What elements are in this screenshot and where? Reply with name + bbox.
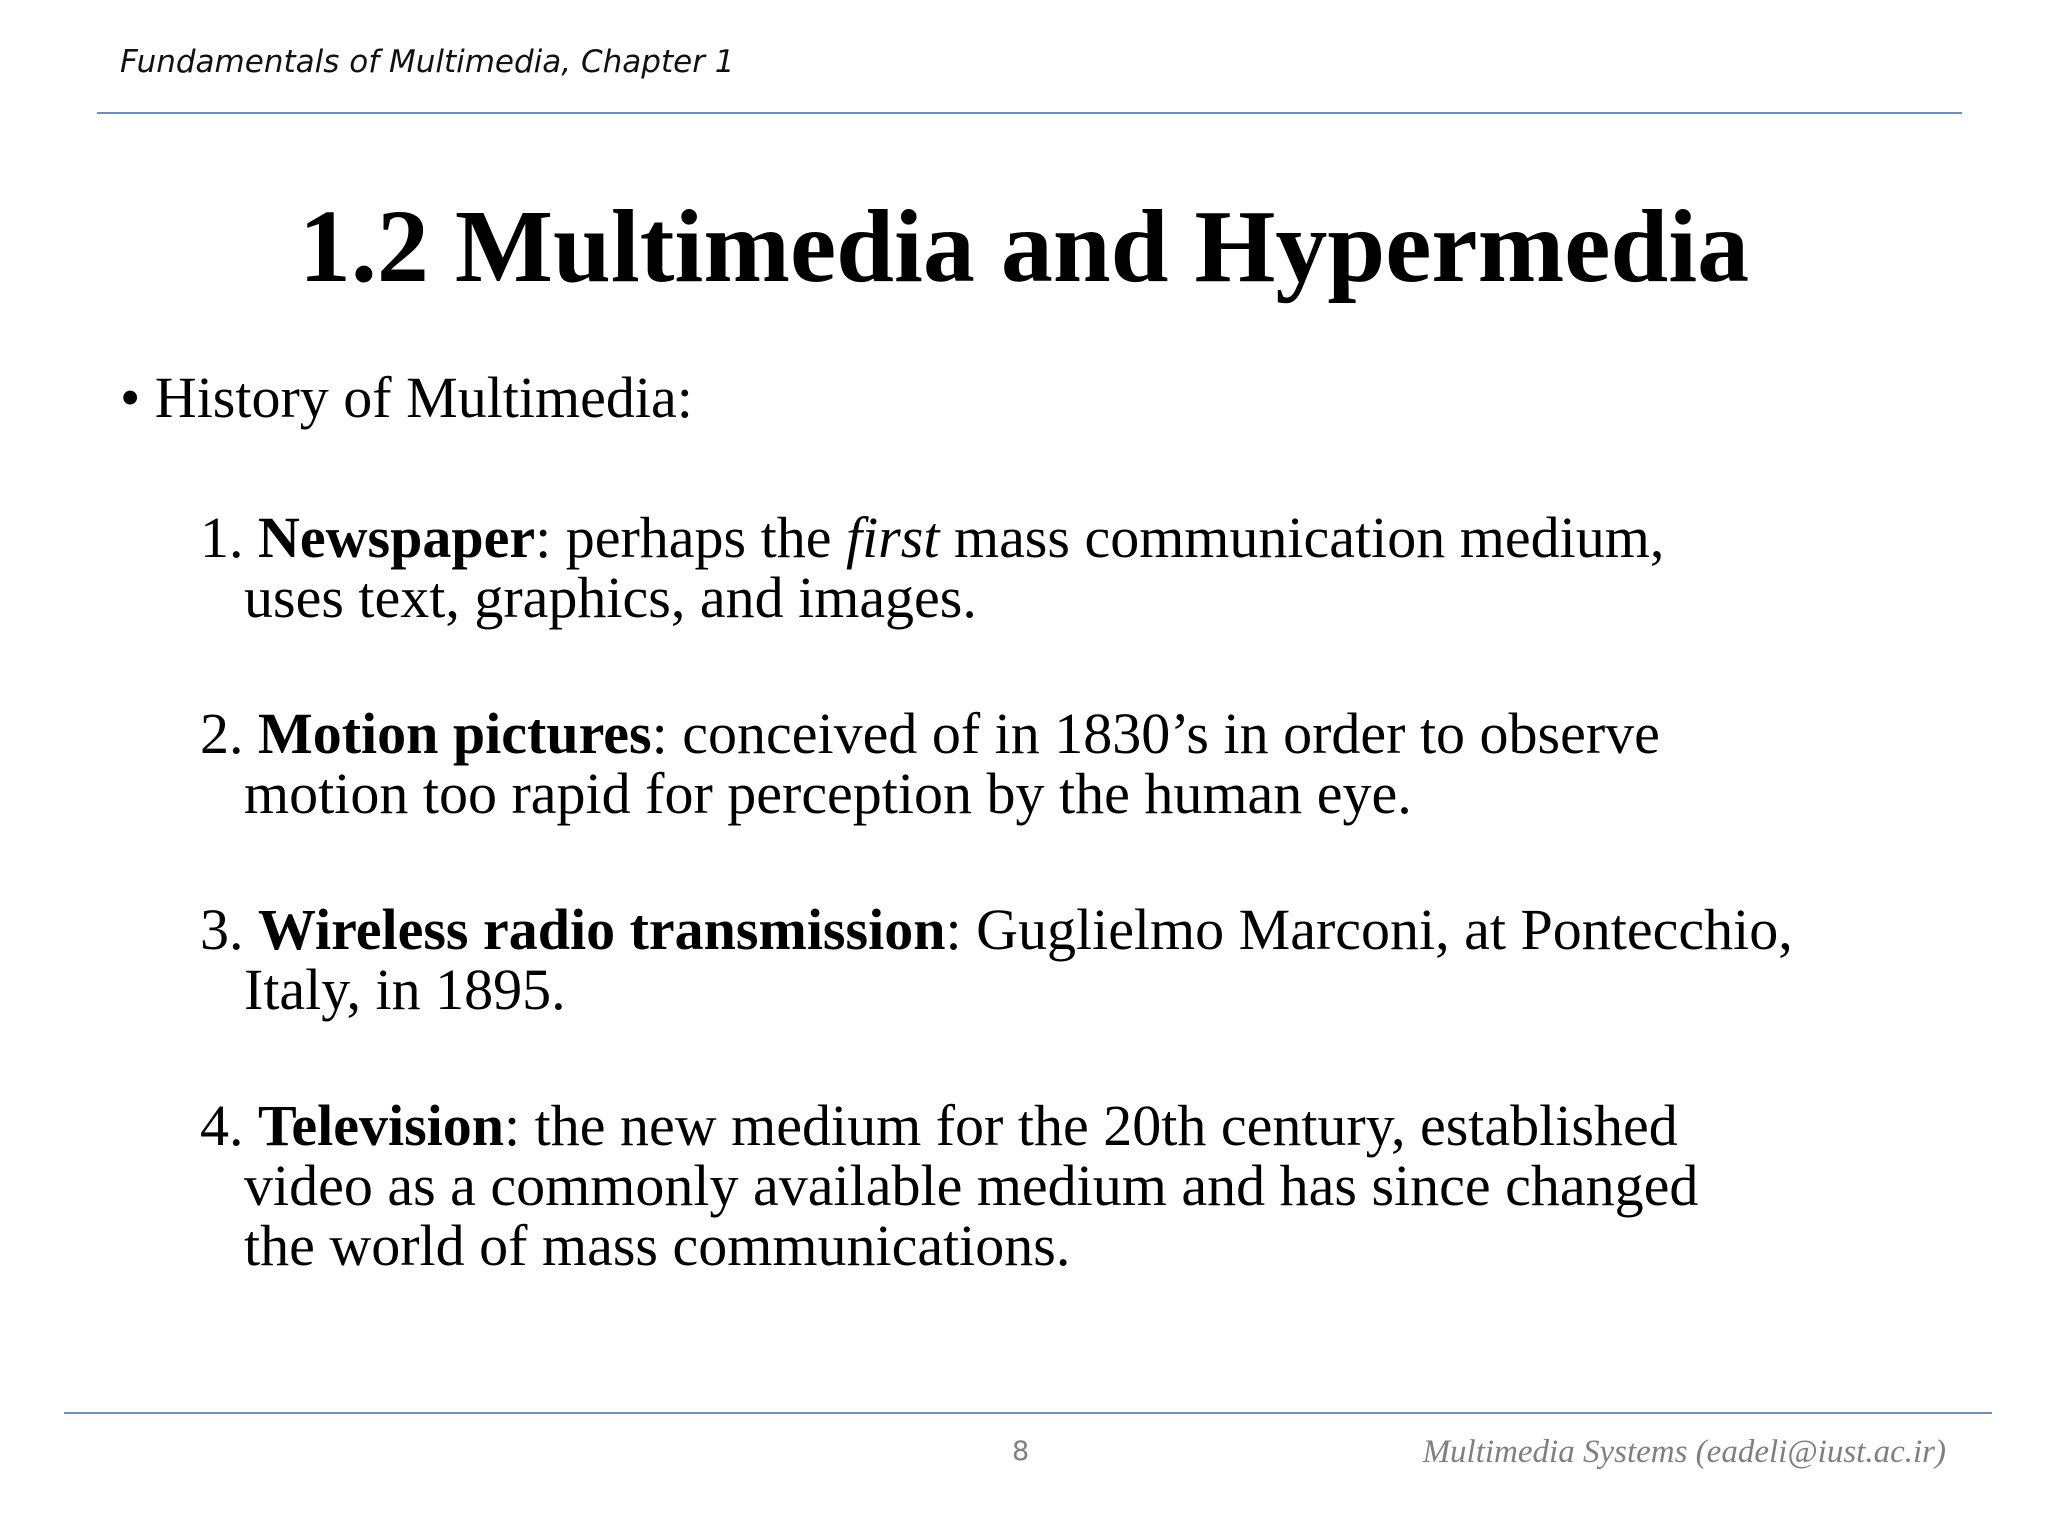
item-term: Newspaper [258, 505, 536, 570]
header-divider [97, 112, 1962, 114]
item-text-line3: the world of mass communications. [244, 1213, 1071, 1278]
item-text: Guglielmo Marconi, at Pontecchio, [976, 897, 1793, 962]
slide-title: 1.2 Multimedia and Hypermedia [298, 189, 1750, 304]
item-separator: : [945, 897, 977, 962]
item-number: 1. [200, 505, 258, 570]
history-list [200, 505, 1793, 1352]
item-number: 2. [200, 701, 258, 766]
item-text-line2: motion too rapid for perception by the human eye. [244, 761, 1412, 826]
item-number: 4. [200, 1093, 258, 1158]
item-separator: : [651, 701, 683, 766]
item-text-line2: video as a commonly available medium and has since changed [244, 1153, 1699, 1218]
item-text: conceived of in 1830’s in order to observe [682, 701, 1660, 766]
item-term: Television [258, 1093, 505, 1158]
header-text: Fundamentals of Multimedia, Chapter 1 [120, 44, 735, 80]
item-text-continued: mass communication medium, [939, 505, 1665, 570]
item-text: perhaps the [565, 505, 846, 570]
list-item-wireless-radio [200, 897, 1793, 1022]
page-number: 8 [1012, 1436, 1030, 1467]
list-item-newspaper [200, 505, 1793, 630]
item-term: Wireless radio transmission [258, 897, 946, 962]
item-text: the new medium for the 20th century, established [534, 1093, 1678, 1158]
item-text-line2: uses text, graphics, and images. [244, 565, 977, 630]
footer-divider [64, 1412, 1992, 1414]
list-item-television [200, 1093, 1793, 1278]
item-emphasis: first [845, 505, 940, 570]
item-separator: : [535, 505, 566, 570]
item-text-line2: Italy, in 1895. [244, 957, 566, 1022]
list-item-motion-pictures [200, 701, 1793, 826]
footer-credit: Multimedia Systems (eadeli@iust.ac.ir) [1422, 1434, 1946, 1470]
item-separator: : [504, 1093, 535, 1158]
bullet-heading: • History of Multimedia: [120, 365, 693, 430]
item-number: 3. [200, 897, 258, 962]
item-term: Motion pictures [258, 701, 652, 766]
